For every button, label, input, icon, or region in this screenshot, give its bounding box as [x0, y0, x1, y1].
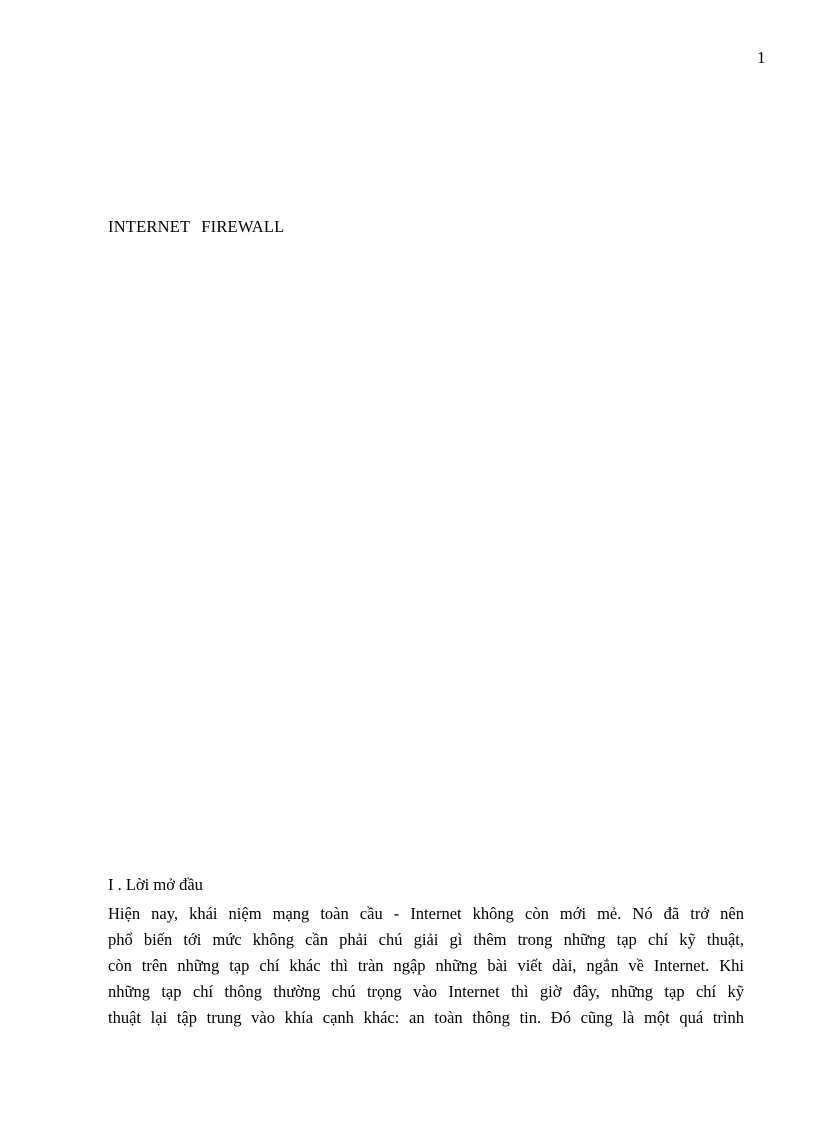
paragraph-line: thuật lại tập trung vào khía cạnh khác: an toàn thông tin. Đó cũng là một quá trình — [108, 1008, 744, 1027]
paragraph-line: Hiện nay, khái niệm mạng toàn cầu - Internet không còn mới mẻ. Nó đã trở nên — [108, 904, 744, 923]
document-title: INTERNET FIREWALL — [108, 217, 285, 236]
paragraph-line: còn trên những tạp chí khác thì tràn ngập những bài viết dài, ngắn về Internet. Khi — [108, 956, 744, 975]
body-paragraph — [108, 901, 744, 1031]
page-number: 1 — [757, 48, 766, 67]
section-introduction — [108, 875, 744, 1031]
section-heading: I . Lời mở đầu — [108, 875, 203, 894]
paragraph-line: những tạp chí thông thường chú trọng vào Internet thì giờ đây, những tạp chí kỹ — [108, 982, 744, 1001]
paragraph-line: phổ biến tới mức không cần phải chú giải gì thêm trong những tạp chí kỹ thuật, — [108, 930, 744, 949]
